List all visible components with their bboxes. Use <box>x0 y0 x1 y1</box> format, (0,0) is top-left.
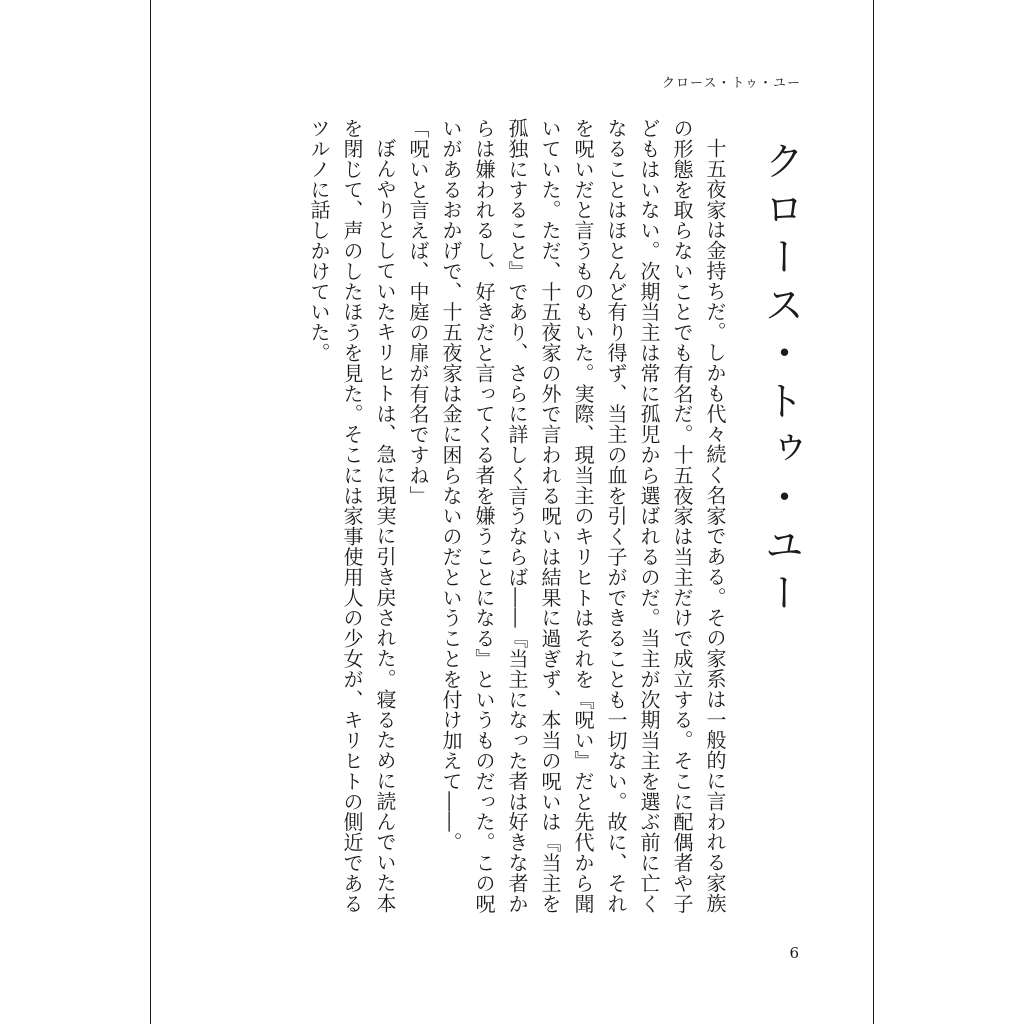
chapter-title: クロース・トゥ・ユー <box>758 140 804 620</box>
paragraph: 十五夜家は金持ちだ。しかも代々続く名家である。その家系は一般的に言われる家族の形態を取らないことでも有名だ。十五夜家は当主だけで成立する。そこに配偶者や子どもはいない。次期当主は常に孤児から選ばれるのだ。当主が次期当主を選ぶ前に亡くなることはほとんど有り得ず、当主の血を引く子ができることも一切ない。故に、それを呪いだと言うものもいた。実際、現当主のキリヒトはそれを『呪い』だと先代から聞いていた。ただ、十五夜家の外で言われる呪いは結果に過ぎず、本当の呪いは『当主を孤独にすること』であり、さらに詳しく言うならば――『当主になった者は好きな者からは嫌われるし、好きだと言ってくる者を嫌うことになる』というものだった。この呪いがあるおかげで、十五夜家は金に困らないのだということを付け加えて――。 <box>439 118 727 914</box>
dialogue-paragraph: 「呪いと言えば、中庭の扉が有名ですね」 <box>406 118 430 506</box>
page-number: 6 <box>789 944 799 962</box>
paragraph: ぼんやりとしていたキリヒトは、急に現実に引き戻された。寝るために読んでいた本を閉じて、声のしたほうを見た。そこには家事使用人の少女が、キリヒトの側近であるツルノに話しかけていた。 <box>307 118 397 914</box>
book-page <box>150 0 874 1024</box>
body-text <box>261 118 731 930</box>
running-head: クロース・トゥ・ユー <box>661 76 801 91</box>
